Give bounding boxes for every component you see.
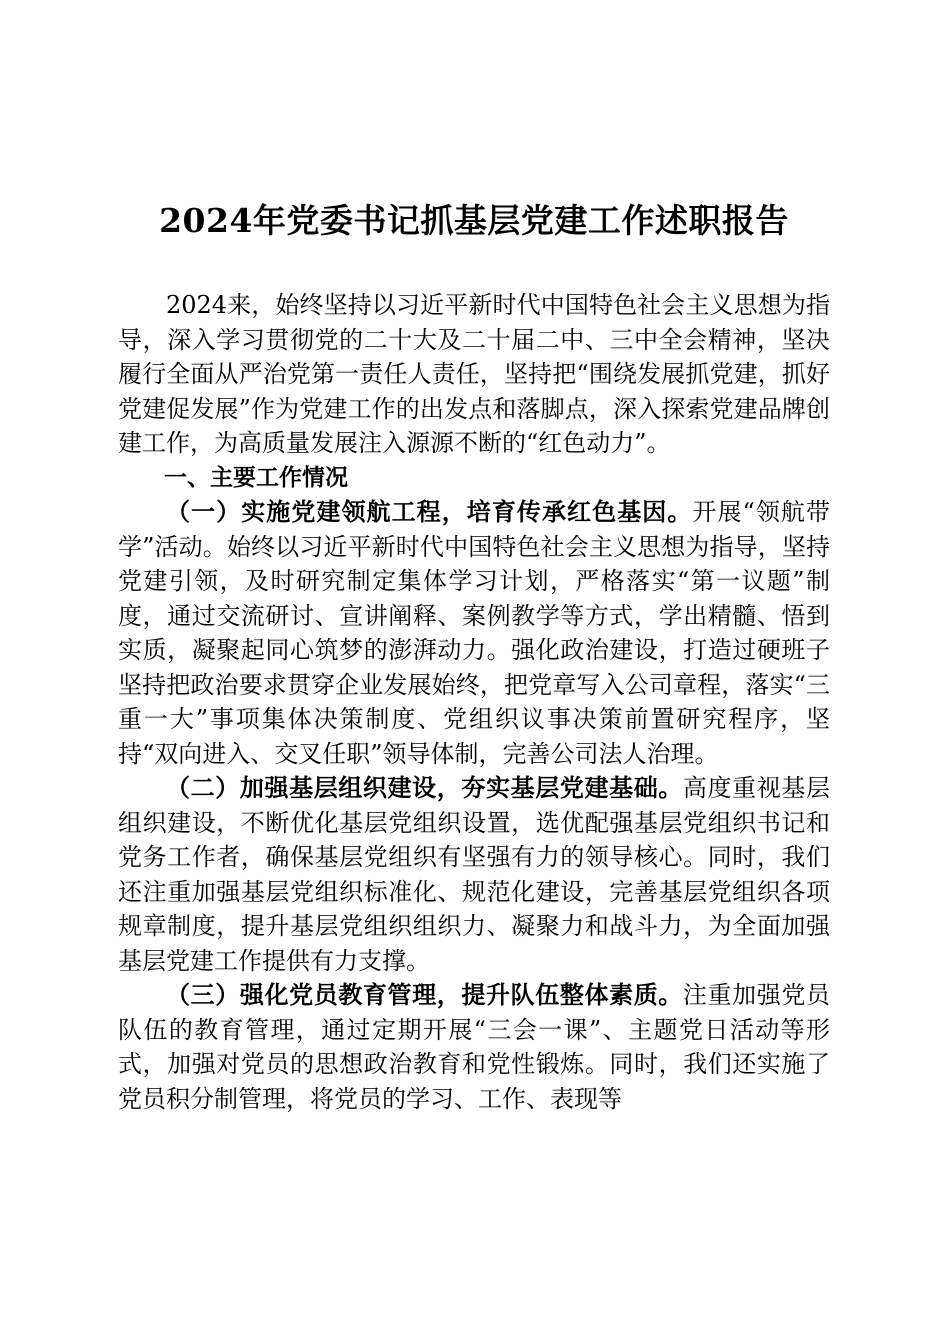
item-lead: （一）实施党建领航工程，培育传承红色基因。 — [166, 497, 693, 526]
intro-paragraph: 2024来，始终坚持以习近平新时代中国特色社会主义思想为指导，深入学习贯彻党的二十大及二十届二中、三中全会精神，坚决履行全面从严治党第一责任人责任，坚持把“围绕发展抓党建，抓好党建促发展”作为党建工作的出发点和落脚点，深入探索党建品牌创建工作，为高质量发展注入源源不断的“红色动力”。 — [118, 291, 830, 457]
document-page — [118, 0, 830, 1344]
item-text: 开展“领航带学”活动。始终以习近平新时代中国特色社会主义思想为指导，坚持党建引领，及时研究制定集体学习计划，严格落实“第一议题”制度，通过交流研讨、宣讲阐释、案例教学等方式，学出精髓、悟到实质，凝聚起同心筑梦的澎湃动力。强化政治建设，打造过硬班子坚持把政治要求贯穿企业发展始终，把党章写入公司章程，落实“三重一大”事项集体决策制度、党组织议事决策前置研究程序，坚持“双向进入、交叉任职”领导体制，完善公司法人治理。 — [118, 498, 830, 768]
item-paragraph-1 — [118, 495, 830, 771]
section-heading: 一、主要工作情况 — [164, 464, 348, 491]
document-body — [118, 288, 830, 1116]
item-text: 高度重视基层组织建设，不断优化基层党组织设置，选优配强基层党组织书记和党务工作者，确保基层党组织有坚强有力的领导核心。同时，我们还注重加强基层党组织标准化、规范化建设，完善基层党组织各项规章制度，提升基层党组织组织力、凝聚力和战斗力，为全面加强基层党建工作提供有力支撑。 — [118, 774, 830, 975]
item-paragraph-2 — [118, 771, 830, 978]
item-text: 注重加强党员队伍的教育管理，通过定期开展“三会一课”、主题党日活动等形式，加强对党员的思想政治教育和党性锻炼。同时，我们还实施了党员积分制管理，将党员的学习、工作、表现等 — [118, 981, 830, 1113]
item-lead: （二）加强基层组织建设，夯实基层党建基础。 — [166, 773, 683, 802]
item-lead: （三）强化党员教育管理，提升队伍整体素质。 — [166, 980, 683, 1009]
item-paragraph-3 — [118, 978, 830, 1116]
document-title: 2024年党委书记抓基层党建工作述职报告 — [159, 201, 789, 240]
